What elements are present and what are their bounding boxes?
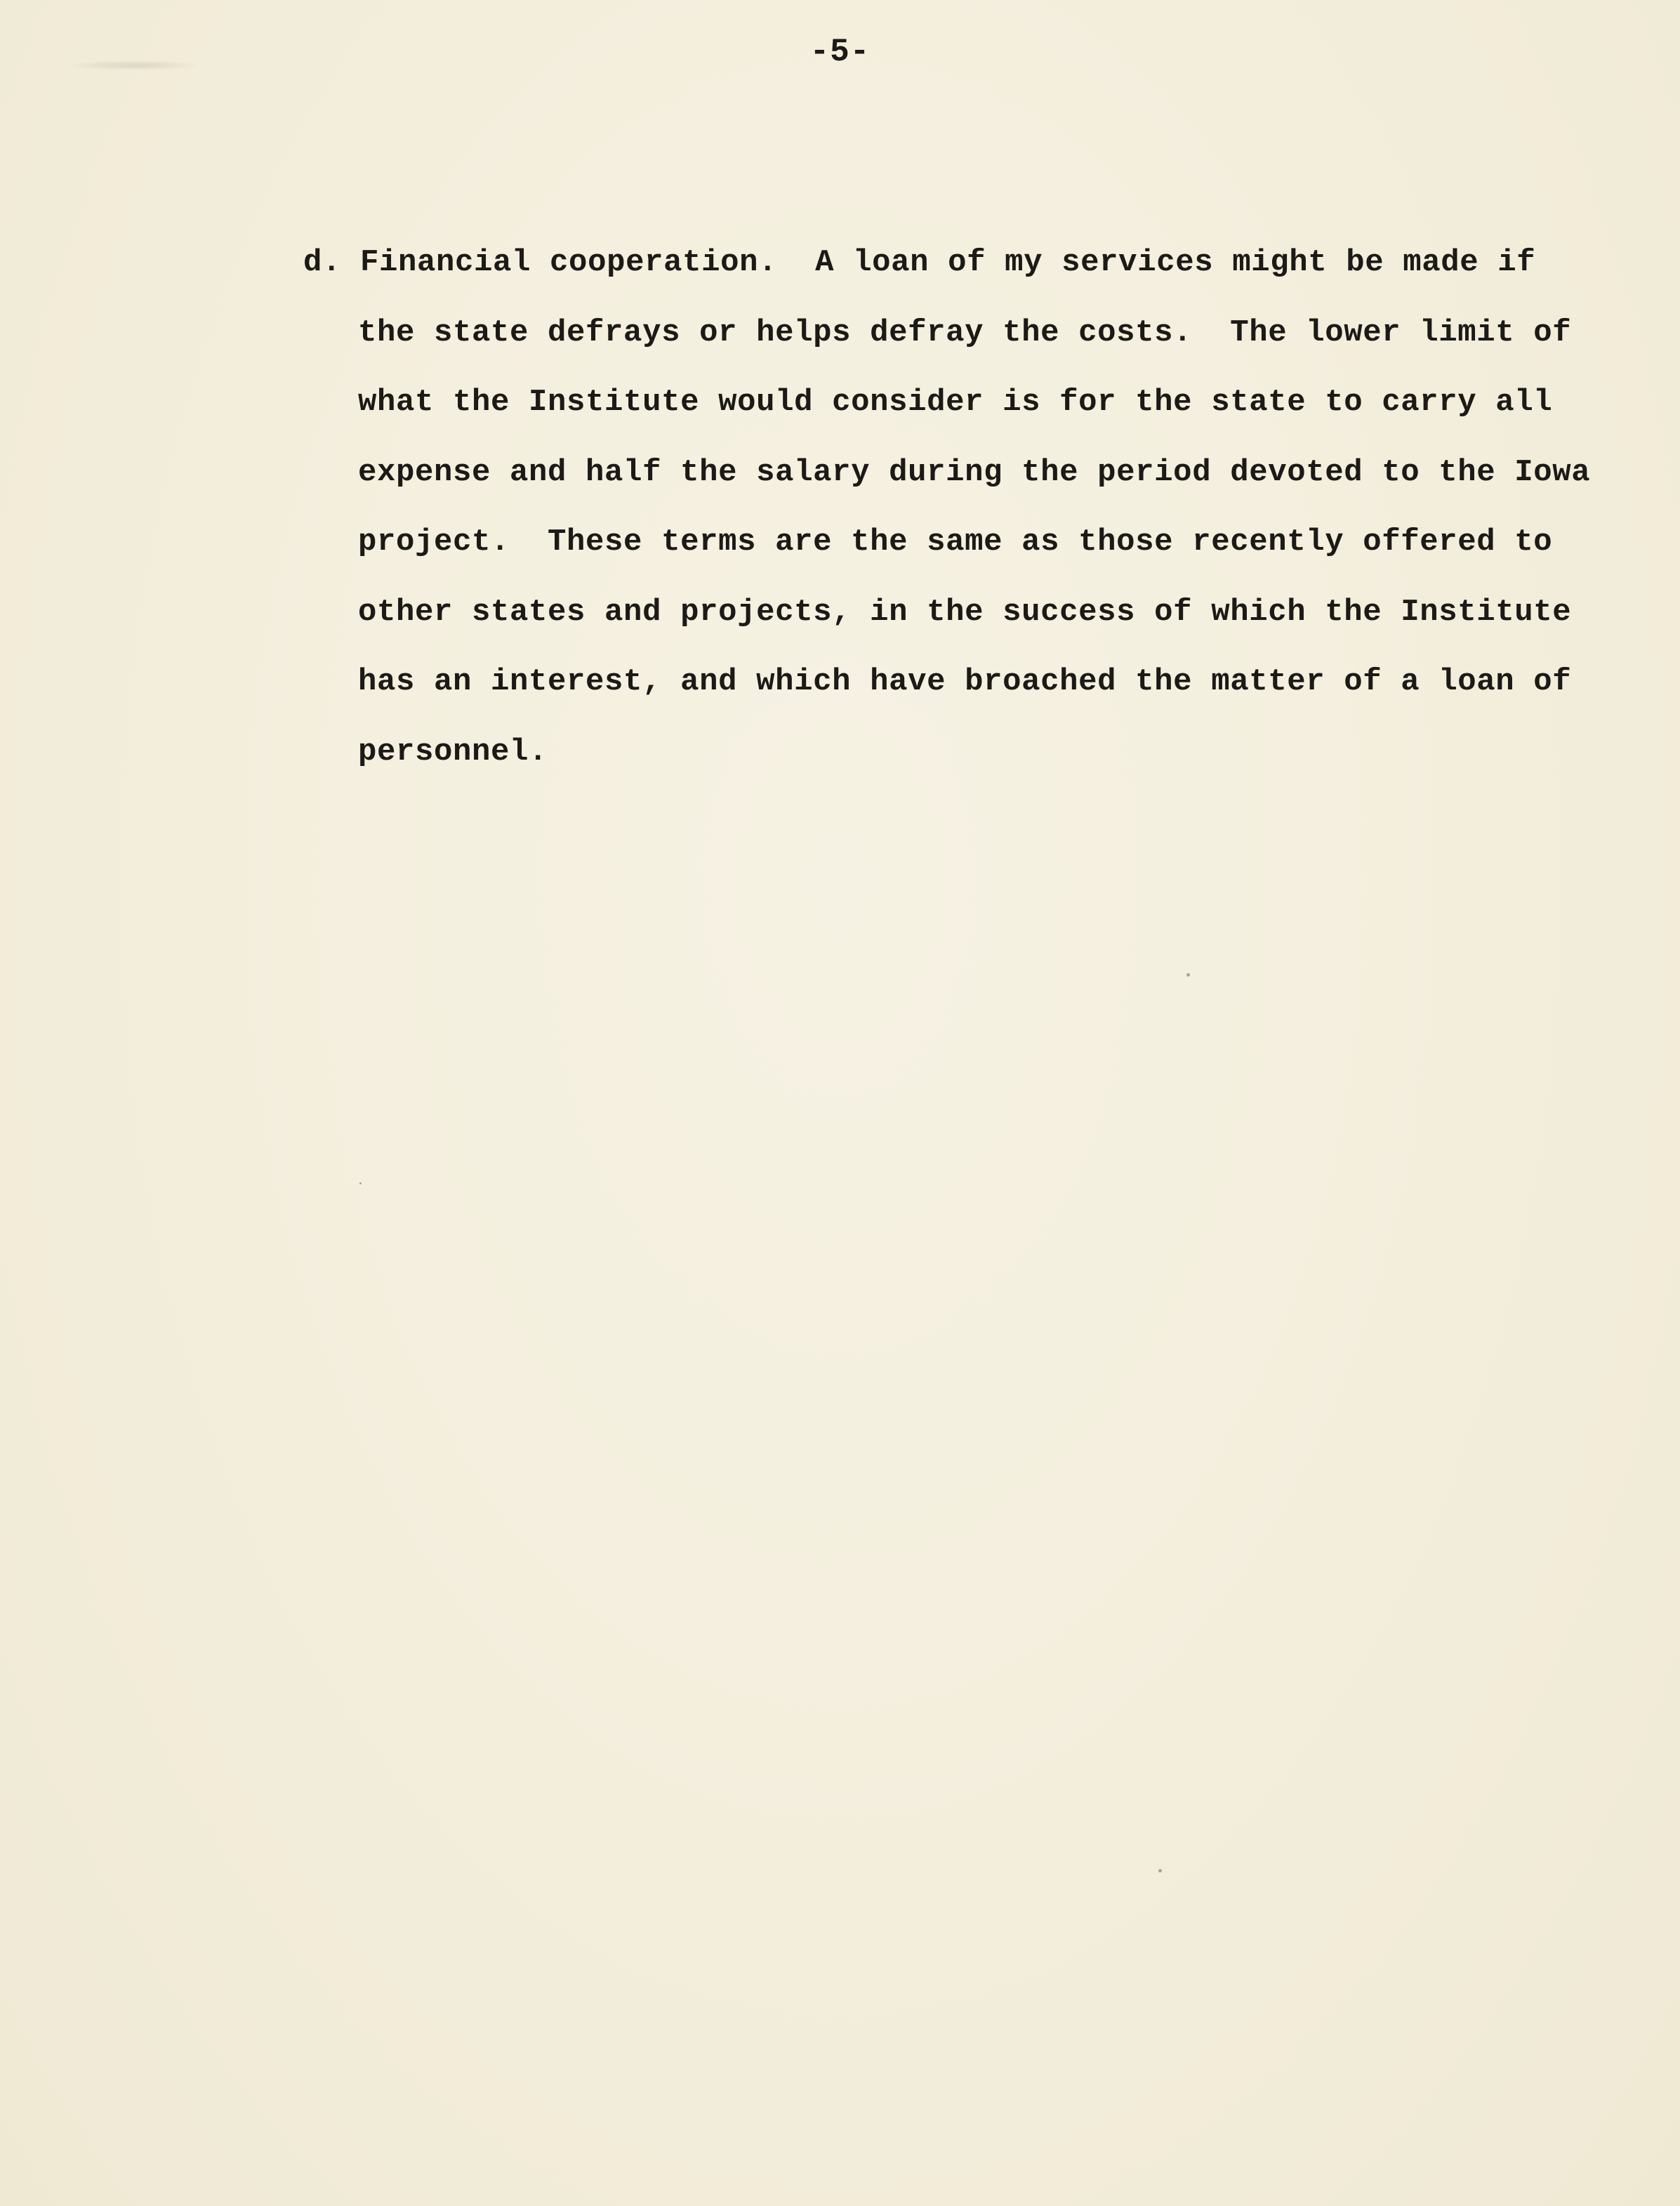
paragraph-line: the state defrays or helps defray the costs. The lower limit of [358,315,1572,350]
page-number: -5- [809,34,871,70]
paragraph-line: other states and projects, in the success of which the Institute [358,595,1572,630]
paragraph-line: has an interest, and which have broached the matter of a loan of [358,664,1572,699]
paragraph-line: d. Financial cooperation. A loan of my services might be made if [303,245,1536,280]
paragraph-line: what the Institute would consider is for the state to carry all [358,385,1553,420]
paragraph-line: project. These terms are the same as those recently offered to [358,524,1553,560]
paragraph-line: personnel. [358,734,548,770]
paragraph-line: expense and half the salary during the period devoted to the Iowa [358,455,1591,490]
paper-speck [359,1182,362,1184]
paper-speck [1186,973,1190,977]
paper-speck [1158,1869,1162,1873]
